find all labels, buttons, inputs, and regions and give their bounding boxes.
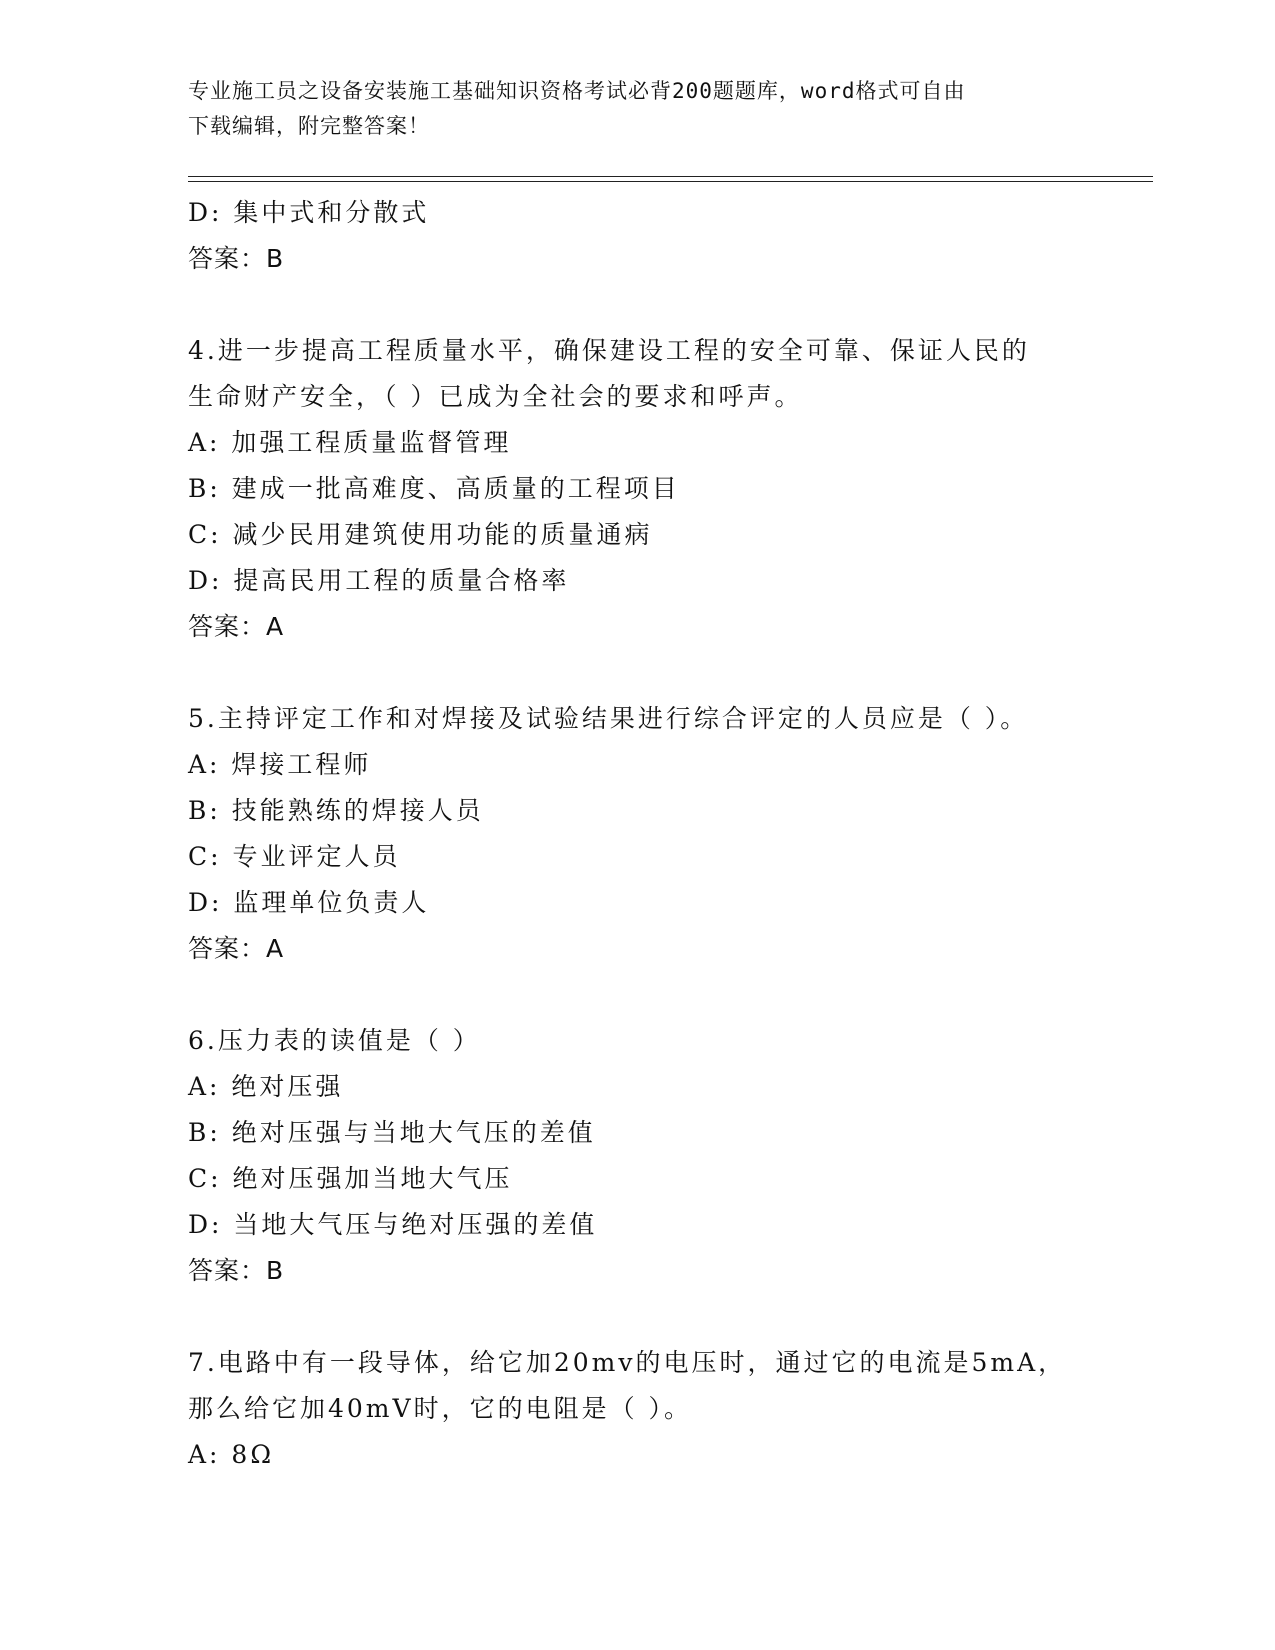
question-6 (188, 1018, 1088, 1294)
answer-line: 答案：A (188, 612, 285, 641)
question-stem: 那么给它加40mV时，它的电阻是（ ）。 (188, 1394, 693, 1423)
option-c: C: 绝对压强加当地大气压 (188, 1164, 513, 1193)
question-stem: 5.主持评定工作和对焊接及试验结果进行综合评定的人员应是（ ）。 (188, 704, 1029, 733)
question-stem: 6.压力表的读值是（ ） (188, 1026, 481, 1055)
question-stem: 7.电路中有一段导体，给它加20mv的电压时，通过它的电流是5mA， (188, 1348, 1067, 1377)
question-stem: 4.进一步提高工程质量水平，确保建设工程的安全可靠、保证人民的 (188, 336, 1030, 365)
spacer (188, 972, 1088, 1018)
option-a: A: 8Ω (188, 1440, 275, 1469)
option-d: D: 当地大气压与绝对压强的差值 (188, 1210, 598, 1239)
spacer (188, 1294, 1088, 1340)
answer-line: 答案：B (188, 1256, 285, 1285)
question-list (188, 190, 1088, 1478)
question-5 (188, 696, 1088, 972)
question-stem: 生命财产安全，（ ）已成为全社会的要求和呼声。 (188, 382, 803, 411)
option-d: D: 提高民用工程的质量合格率 (188, 566, 570, 595)
question-4 (188, 328, 1088, 650)
option-d: D: 集中式和分散式 (188, 198, 430, 227)
answer-line: 答案：A (188, 934, 285, 963)
option-b: B: 建成一批高难度、高质量的工程项目 (188, 474, 680, 503)
option-c: C: 专业评定人员 (188, 842, 401, 871)
spacer (188, 282, 1088, 328)
document-header (188, 74, 1088, 144)
header-divider-bottom (188, 181, 1153, 182)
question-7 (188, 1340, 1088, 1478)
header-line-2: 下载编辑，附完整答案！ (188, 114, 430, 138)
option-a: A: 加强工程质量监督管理 (188, 428, 512, 457)
option-b: B: 绝对压强与当地大气压的差值 (188, 1118, 596, 1147)
option-a: A: 绝对压强 (188, 1072, 344, 1101)
spacer (188, 650, 1088, 696)
header-line-1: 专业施工员之设备安装施工基础知识资格考试必背200题题库，word格式可自由 (188, 79, 966, 103)
option-b: B: 技能熟练的焊接人员 (188, 796, 484, 825)
answer-line: 答案：B (188, 244, 285, 273)
header-divider-top (188, 176, 1153, 177)
option-c: C: 减少民用建筑使用功能的质量通病 (188, 520, 653, 549)
option-a: A: 焊接工程师 (188, 750, 372, 779)
option-d: D: 监理单位负责人 (188, 888, 430, 917)
